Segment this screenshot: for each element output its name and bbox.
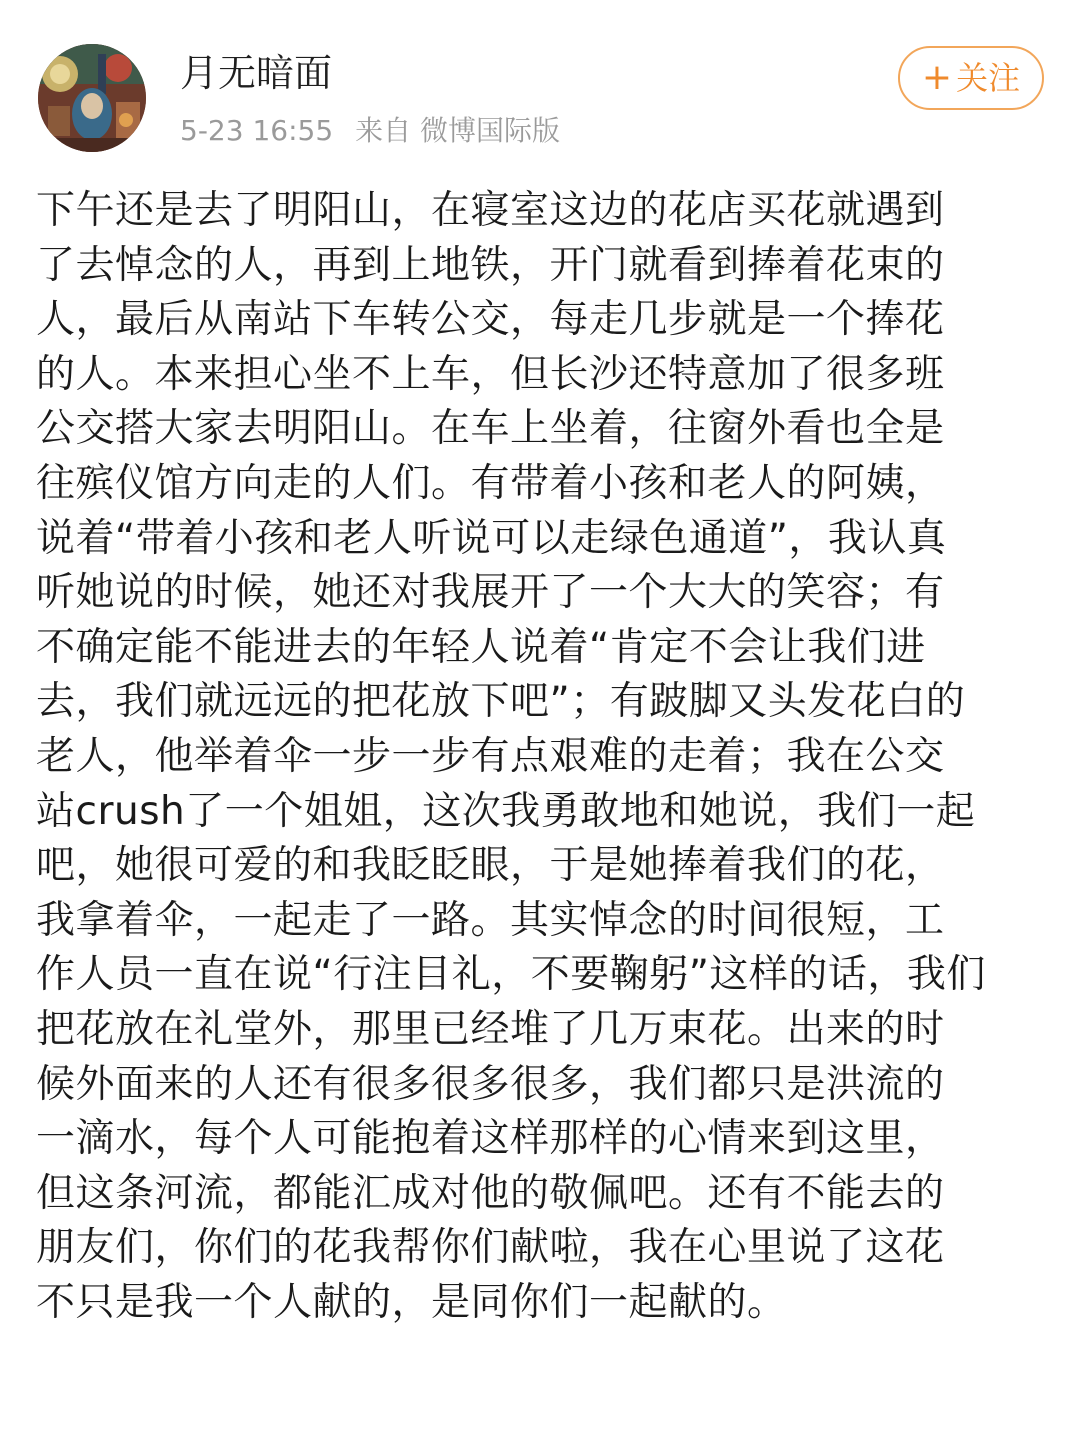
post-text-line: 不只是我一个人献的，是同你们一起献的。 [36,1279,787,1325]
author-name[interactable]: 月无暗面 [180,51,333,95]
plus-icon: + [921,57,953,98]
post-meta [180,112,560,150]
post-text-line: 不确定能不能进去的年轻人说着“肯定不会让我们进 [36,624,926,670]
post-text [36,184,1046,1330]
post-text-line: 老人，他举着伞一步一步有点艰难的走着；我在公交 [36,733,945,779]
post-source[interactable]: 来自 微博国际版 [355,114,561,147]
follow-label: 关注 [956,59,1021,97]
post-text-line: 朋友们，你们的花我帮你们献啦，我在心里说了这花 [36,1225,945,1271]
follow-button[interactable] [898,46,1044,110]
post-text-line: 把花放在礼堂外，那里已经堆了几万束花。出来的时 [36,1006,945,1052]
post-text-line: 公交搭大家去明阳山。在车上坐着，往窗外看也全是 [36,406,945,452]
post-text-line: 但这条河流，都能汇成对他的敬佩吧。还有不能去的 [36,1170,945,1216]
post-text-line: 下午还是去了明阳山，在寝室这边的花店买花就遇到 [36,188,945,233]
post-timestamp: 5-23 16:55 [180,114,334,147]
post-text-line: 吧，她很可爱的和我眨眨眼，于是她捧着我们的花， [36,843,945,889]
post-text-line: 听她说的时候，她还对我展开了一个大大的笑容；有 [36,570,945,616]
post-text-line: 我拿着伞，一起走了一路。其实悼念的时间很短，工 [36,897,945,943]
post-text-line: 说着“带着小孩和老人听说可以走绿色通道”，我认真 [36,515,947,561]
avatar-artwork-icon [38,44,146,152]
post-text-line: 作人员一直在说“行注目礼，不要鞠躬”这样的话，我们 [36,952,986,998]
post-text-line: 往殡仪馆方向走的人们。有带着小孩和老人的阿姨， [36,460,945,506]
post-header [0,0,1080,160]
post-text-line: 去，我们就远远的把花放下吧”；有跛脚又头发花白的 [36,679,966,725]
post-text-line: 的人。本来担心坐不上车，但长沙还特意加了很多班 [36,351,945,397]
post-text-line: 一滴水，每个人可能抱着这样那样的心情来到这里， [36,1116,945,1162]
post-text-line: 人，最后从南站下车转公交，每走几步就是一个捧花 [36,297,945,343]
post-text-line: 了去悼念的人，再到上地铁，开门就看到捧着花束的 [36,242,945,288]
avatar[interactable] [38,44,146,152]
post-text-line: 站crush了一个姐姐，这次我勇敢地和她说，我们一起 [36,788,976,834]
post-text-line: 候外面来的人还有很多很多很多，我们都只是洪流的 [36,1061,945,1107]
